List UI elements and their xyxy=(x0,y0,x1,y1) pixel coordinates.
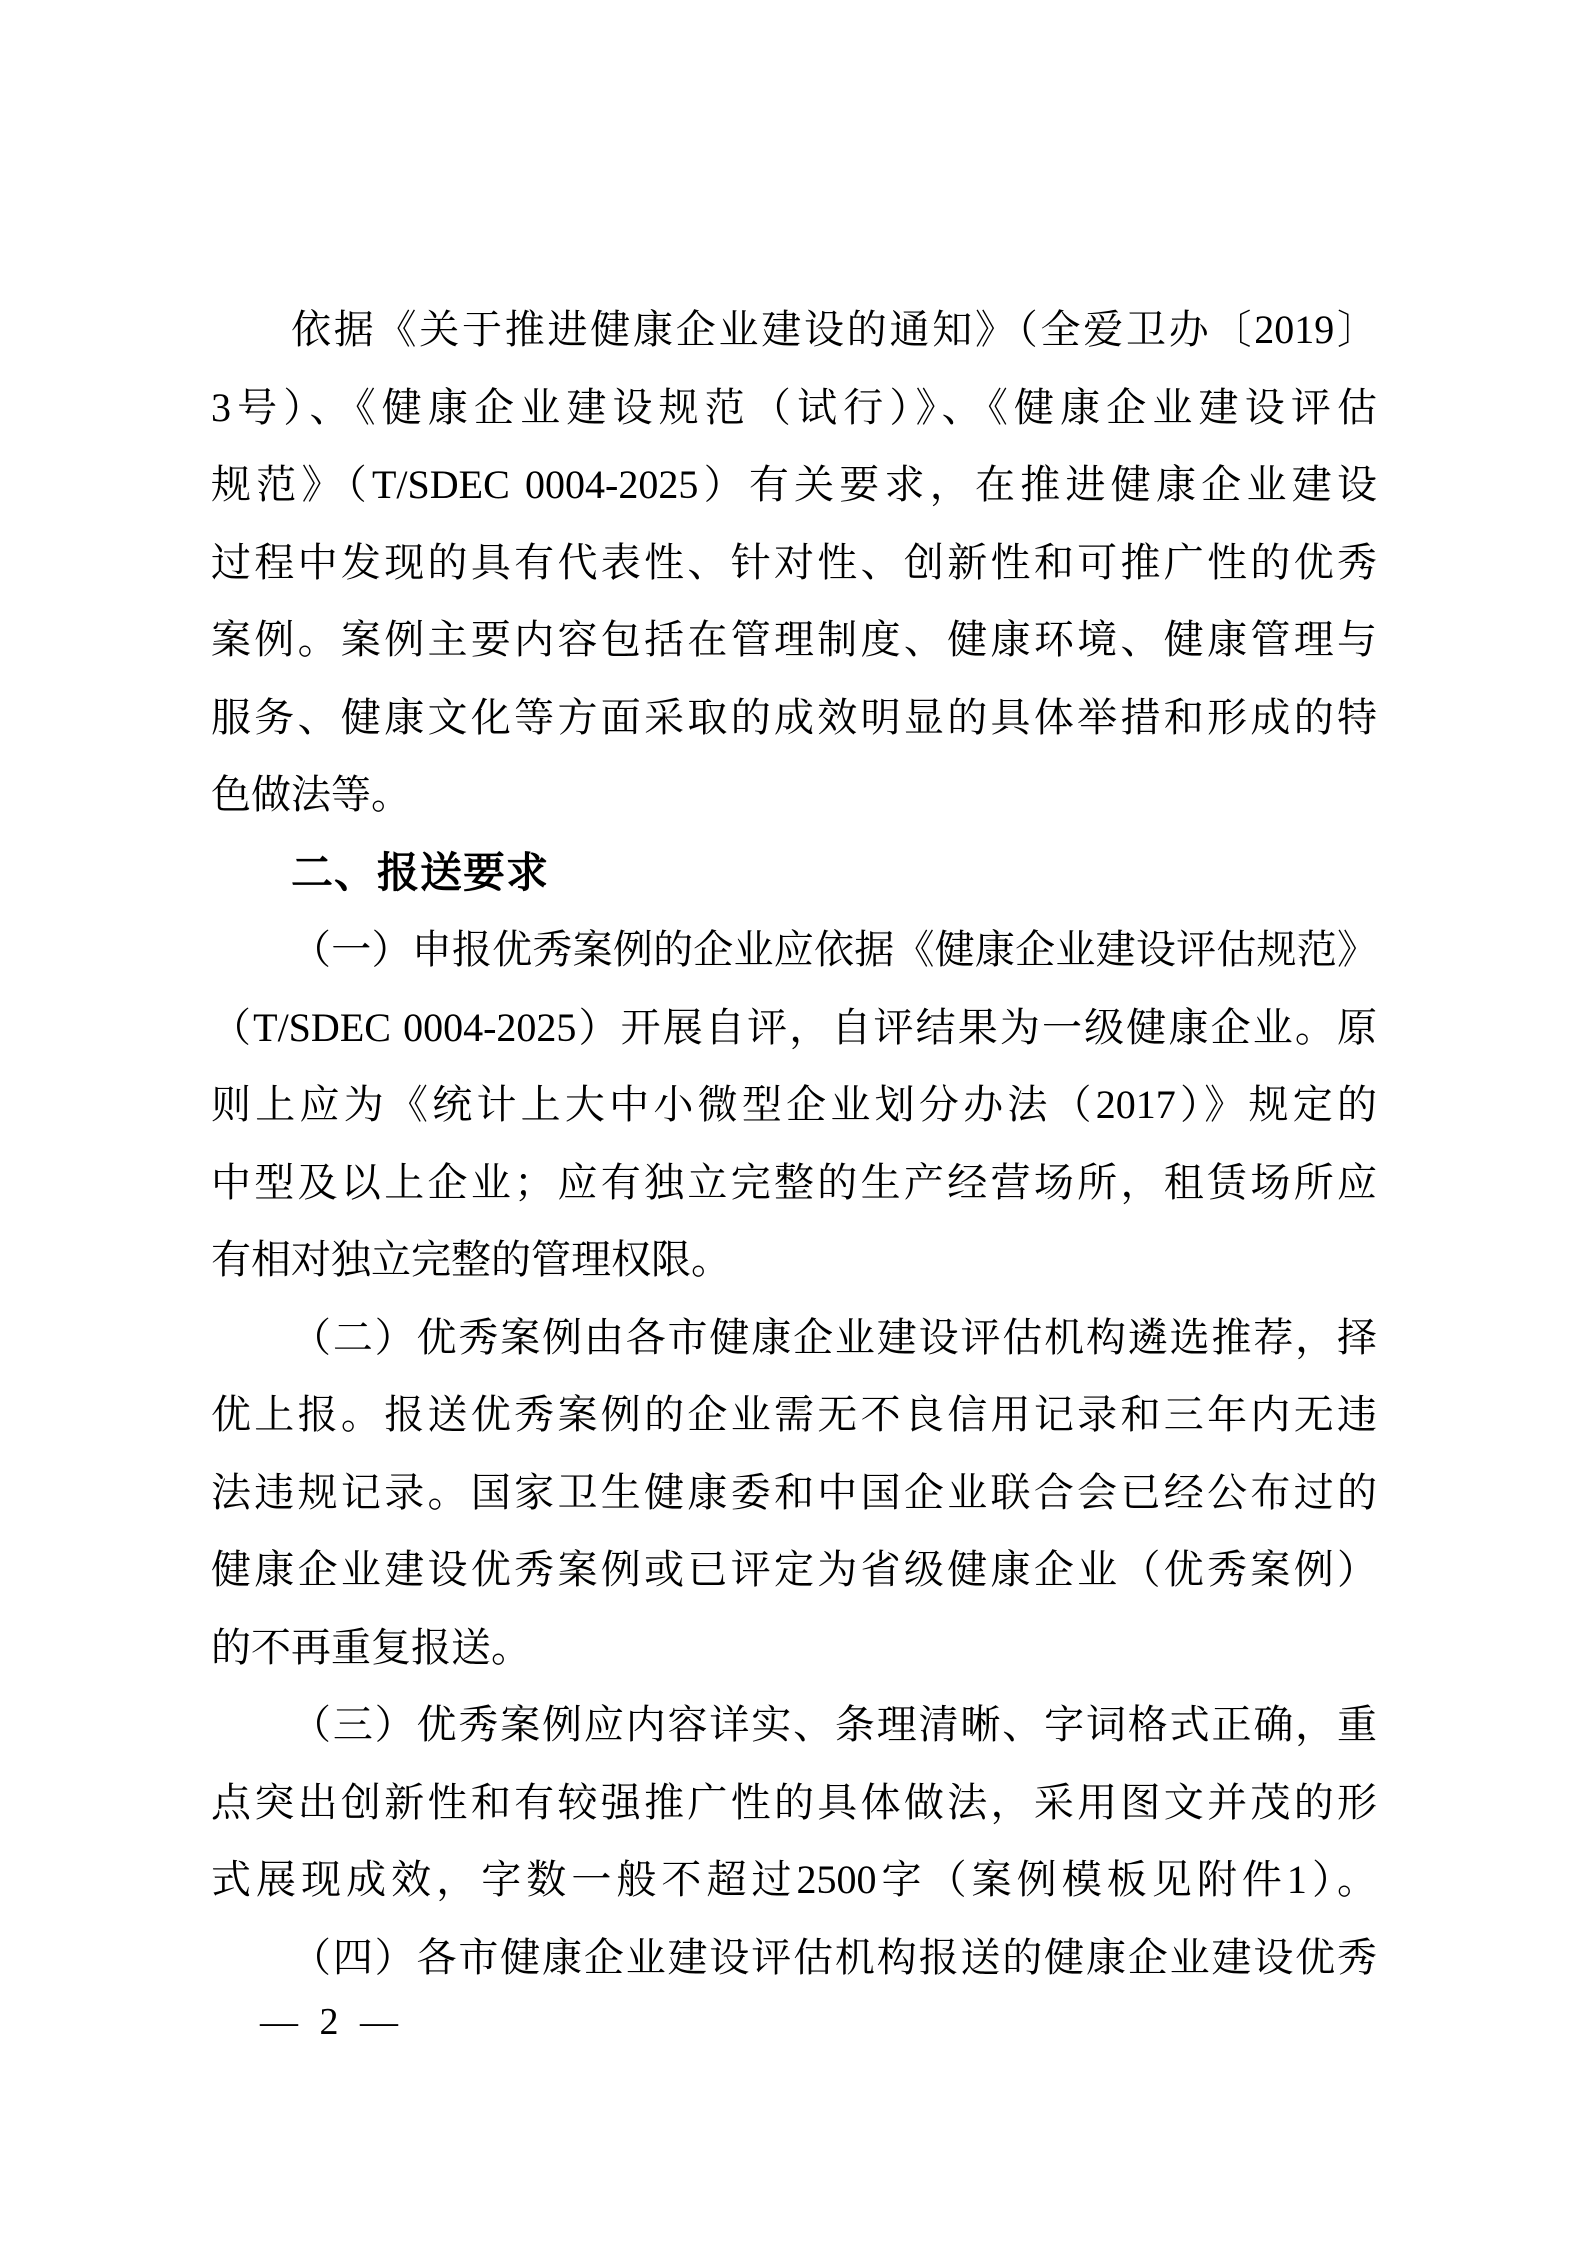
doc-line: （二）优秀案例由各市健康企业建设评估机构遴选推荐，择 xyxy=(291,1314,1377,1360)
doc-line: 的不再重复报送。 xyxy=(211,1624,531,1670)
doc-line: 依据《关于推进健康企业建设的通知》（全爱卫办〔2019〕 xyxy=(291,307,1377,352)
doc-line: 色做法等。 xyxy=(211,772,411,817)
doc-line: （一）申报优秀案例的企业应依据《健康企业建设评估规范》 xyxy=(291,927,1377,972)
doc-line: 服务、健康文化等方面采取的成效明显的具体举措和形成的特 xyxy=(211,694,1377,740)
doc-line: 法违规记录。国家卫生健康委和中国企业联合会已经公布过的 xyxy=(211,1469,1377,1515)
section-2-heading: 二、报送要求 xyxy=(291,848,550,896)
doc-line: 案例。案例主要内容包括在管理制度、健康环境、健康管理与 xyxy=(211,617,1377,662)
doc-line: 有相对独立完整的管理权限。 xyxy=(211,1237,731,1282)
page-number: — 2 — xyxy=(260,2001,398,2043)
doc-line: 点突出创新性和有较强推广性的具体做法，采用图文并茂的形 xyxy=(211,1779,1377,1825)
document-body xyxy=(211,291,1377,1996)
doc-line: 式展现成效，字数一般不超过2500字（案例模板见附件1）。 xyxy=(211,1857,1377,1902)
doc-line: 中型及以上企业；应有独立完整的生产经营场所，租赁场所应 xyxy=(211,1159,1377,1205)
doc-line: 健康企业建设优秀案例或已评定为省级健康企业（优秀案例） xyxy=(211,1547,1377,1592)
doc-line: 优上报。报送优秀案例的企业需无不良信用记录和三年内无违 xyxy=(211,1392,1377,1437)
doc-line: 则上应为《统计上大中小微型企业划分办法（2017）》规定的 xyxy=(211,1082,1377,1127)
doc-line: 过程中发现的具有代表性、针对性、创新性和可推广性的优秀 xyxy=(211,539,1377,585)
doc-line: （T/SDEC 0004-2025）开展自评，自评结果为一级健康企业。原 xyxy=(211,1004,1377,1050)
doc-line: 3号）、《健康企业建设规范（试行）》、《健康企业建设评估 xyxy=(211,384,1377,430)
doc-line: 规范》（T/SDEC 0004-2025）有关要求，在推进健康企业建设 xyxy=(211,462,1377,507)
doc-line: （三）优秀案例应内容详实、条理清晰、字词格式正确，重 xyxy=(291,1702,1377,1747)
doc-line: （四）各市健康企业建设评估机构报送的健康企业建设优秀 xyxy=(291,1934,1377,1980)
